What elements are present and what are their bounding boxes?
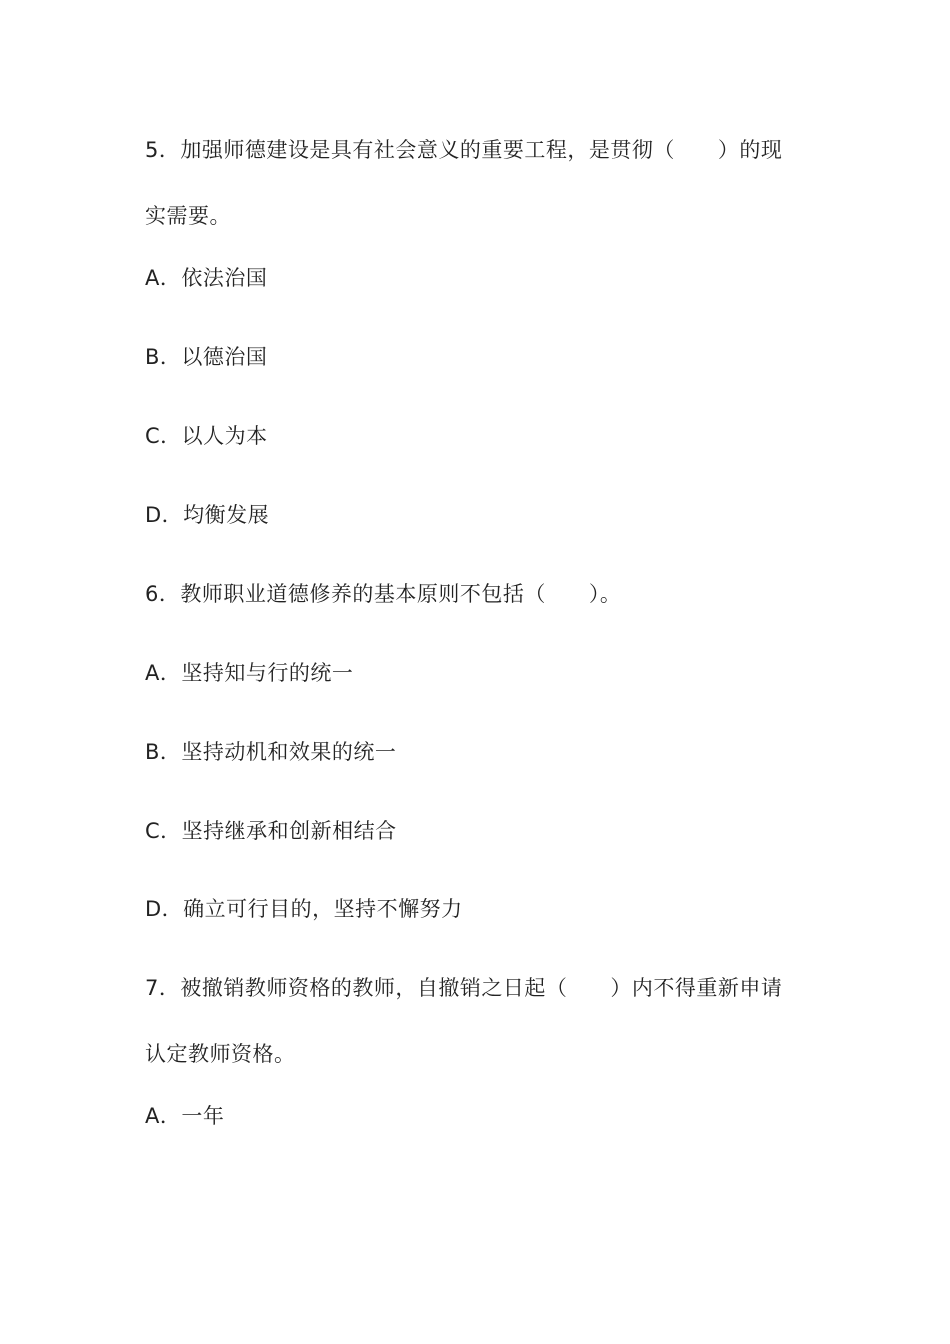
question-7-stem-line-2: 认定教师资格。 xyxy=(145,1042,296,1066)
question-5-option-c: C．以人为本 xyxy=(145,424,268,448)
question-6-stem-line-1: 6．教师职业道德修养的基本原则不包括（ ）。 xyxy=(145,582,622,606)
question-5-stem-line-1: 5．加强师德建设是具有社会意义的重要工程，是贯彻（ ）的现 xyxy=(145,138,783,162)
question-5-option-d: D．均衡发展 xyxy=(145,503,270,527)
question-5-option-b: B．以德治国 xyxy=(145,345,268,369)
question-5-option-a: A．依法治国 xyxy=(145,266,268,290)
question-7-option-a: A．一年 xyxy=(145,1104,225,1128)
question-6-option-d: D．确立可行目的，坚持不懈努力 xyxy=(145,897,463,921)
question-7-stem-line-1: 7．被撤销教师资格的教师，自撤销之日起（ ）内不得重新申请 xyxy=(145,976,783,1000)
question-6-option-a: A．坚持知与行的统一 xyxy=(145,661,354,685)
question-5-stem-line-2: 实需要。 xyxy=(145,204,231,228)
question-6-option-b: B．坚持动机和效果的统一 xyxy=(145,740,397,764)
question-6-option-c: C．坚持继承和创新相结合 xyxy=(145,819,397,843)
